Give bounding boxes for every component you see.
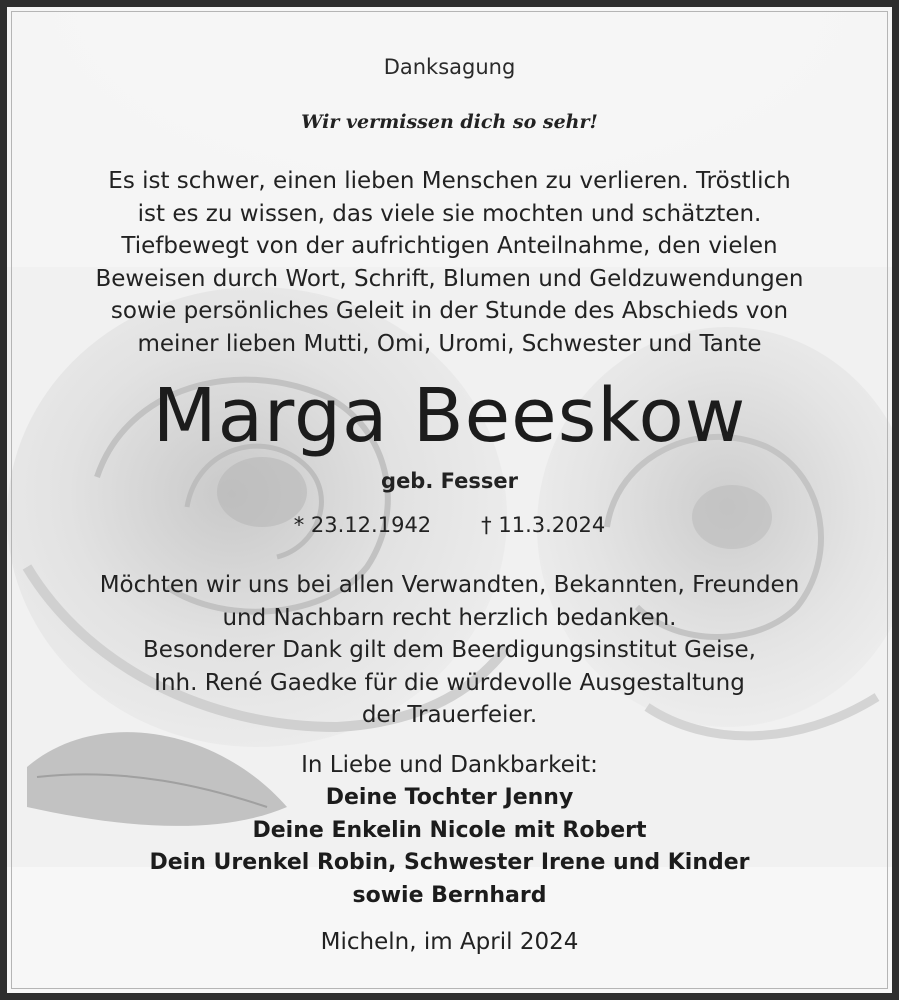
thanks-line: der Trauerfeier. [361,702,538,728]
death-date: † 11.3.2024 [481,513,606,537]
intro-line: Es ist schwer, einen lieben Menschen zu verlieren. Tröstlich [108,168,791,194]
deceased-name: Marga Beeskow [152,373,747,459]
signer-line: Deine Enkelin Nicole mit Robert [252,817,647,843]
life-dates [7,513,892,537]
thanks-paragraph [7,569,892,732]
notice-motto: Wir vermissen dich so sehr! [301,111,598,133]
intro-line: Tiefbewegt von der aufrichtigen Anteilnahme, den vielen [121,233,778,259]
thanks-line: und Nachbarn recht herzlich bedanken. [222,604,677,631]
place-and-date: Micheln, im April 2024 [320,929,579,955]
thanks-line: Möchten wir uns bei allen Verwandten, Bekannten, Freunden [99,572,800,598]
thanks-line: Besonderer Dank gilt dem Beerdigungsinstitut Geise, [143,637,756,663]
signers-list [7,782,892,912]
intro-paragraph [7,165,892,360]
thanks-line: Inh. René Gaedke für die würdevolle Ausgestaltung [154,669,745,696]
birth-name: geb. Fesser [381,469,518,493]
closing-phrase: In Liebe und Dankbarkeit: [301,752,598,778]
intro-line: meiner lieben Mutti, Omi, Uromi, Schwester und Tante [137,330,762,357]
intro-line: Beweisen durch Wort, Schrift, Blumen und Geldzuwendungen [95,265,804,292]
birth-date: * 23.12.1942 [293,513,432,537]
signer-line: sowie Bernhard [352,882,547,908]
intro-line: sowie persönliches Geleit in der Stunde des Abschieds von [110,298,789,324]
signer-line: Deine Tochter Jenny [325,785,574,810]
signer-line: Dein Urenkel Robin, Schwester Irene und Kinder [149,850,750,875]
notice-content [7,7,892,993]
intro-line: ist es zu wissen, das viele sie mochten und schätzten. [137,200,762,227]
notice-heading: Danksagung [383,55,516,79]
